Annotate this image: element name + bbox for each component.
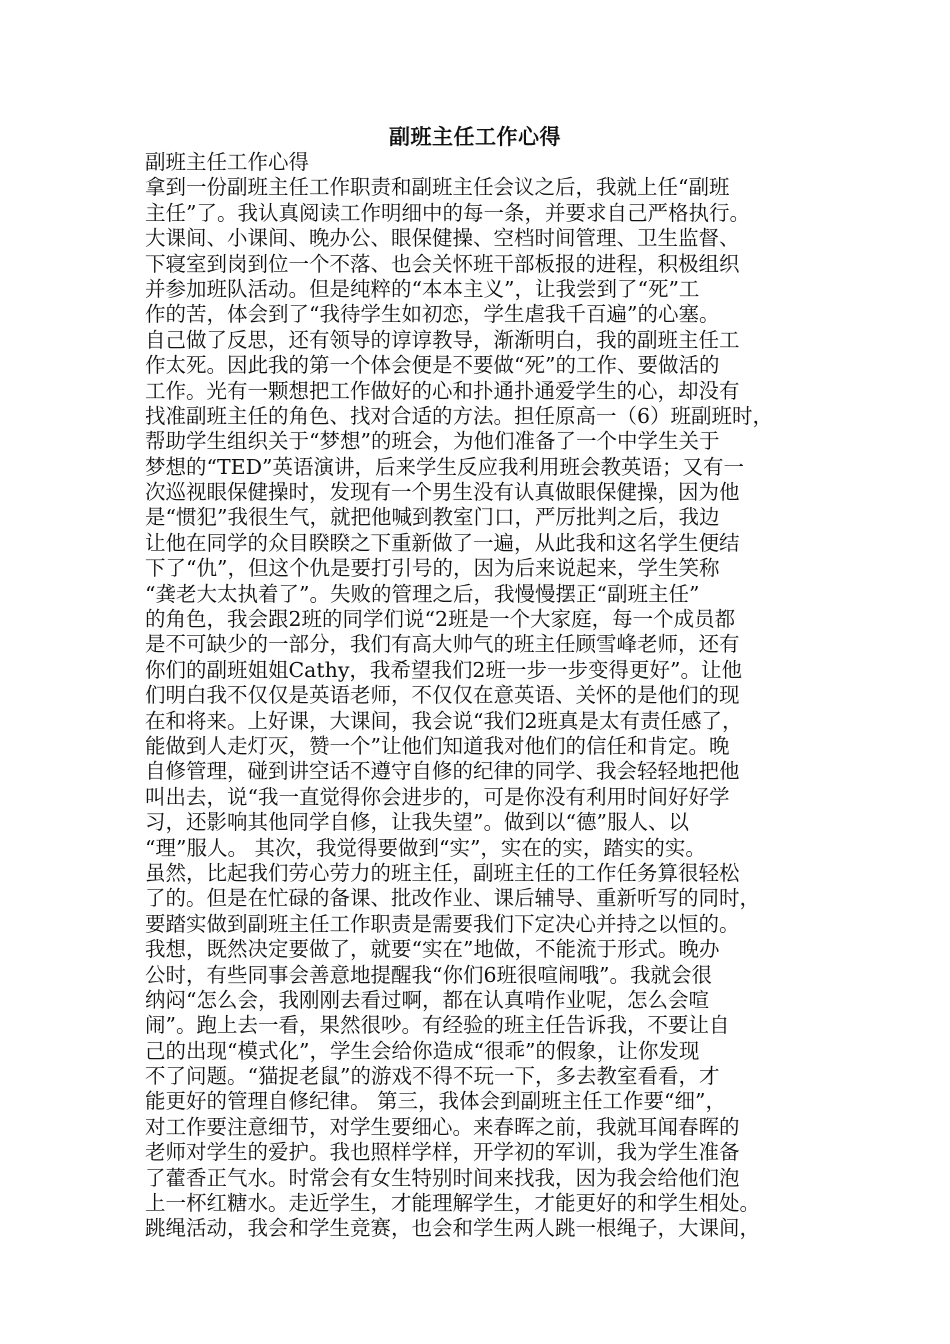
body-text-line: 的角色，我会跟2班的同学们说“2班是一个大家庭，每一个成员都 [145,607,736,632]
body-text-line: 了的。但是在忙碌的备课、批改作业、课后辅导、重新听写的同时， [145,886,760,911]
body-text-line: 叫出去，说“我一直觉得你会进步的，可是你没有利用时间好好学 [145,784,730,809]
body-text-line: 老师对学生的爱护。我也照样学样，开学初的军训，我为学生准备 [145,1140,740,1165]
document-body [145,150,825,1242]
body-text-line: 在和将来。上好课，大课间，我会说“我们2班真是太有责任感了， [145,708,743,733]
body-text-line: 我想，既然决定要做了，就要“实在”地做，不能流于形式。晚办 [145,937,720,962]
document-title: 副班主任工作心得 [389,125,561,149]
body-text-line: “龚老大太执着了”。失败的管理之后，我慢慢摆正“副班主任” [145,581,700,606]
body-text-line: 公时，有些同事会善意地提醒我“你们6班很喧闹哦”。我就会很 [145,962,713,987]
body-text-line: 要踏实做到副班主任工作职责是需要我们下定决心并持之以恒的。 [145,911,740,936]
body-text-line: 们明白我不仅仅是英语老师，不仅仅在意英语、关怀的是他们的现 [145,683,740,708]
body-text-line: 让他在同学的众目睽睽之下重新做了一遍，从此我和这名学生便结 [145,530,740,555]
body-text-line: 作太死。因此我的第一个体会便是不要做“死”的工作、要做活的 [145,353,720,378]
body-text-line: 对工作要注意细节，对学生要细心。来春晖之前，我就耳闻春晖的 [145,1114,740,1139]
body-text-line: 自修管理，碰到讲空话不遵守自修的纪律的同学、我会轻轻地把他 [145,759,740,784]
body-text-line: 纳闷“怎么会，我刚刚去看过啊，都在认真啃作业呢，怎么会喧 [145,987,709,1012]
body-text-line: 跳绳活动，我会和学生竞赛，也会和学生两人跳一根绳子，大课间， [145,1216,760,1241]
body-text-line: 闹”。跑上去一看，果然很吵。有经验的班主任告诉我，不要让自 [145,1013,730,1038]
body-text-line: 习，还影响其他同学自修，让我失望”。做到以“德”服人、以 [145,810,689,835]
body-text-line: 己的出现“模式化”，学生会给你造成“很乖”的假象，让你发现 [145,1038,700,1063]
body-text-line: 不了问题。“猫捉老鼠”的游戏不得不玩一下，多去教室看看，才 [145,1064,720,1089]
body-text-line: 下寝室到岗到位一个不落、也会关怀班干部板报的进程，积极组织 [145,251,740,276]
body-text-line: 能做到人走灯灭，赞一个”让他们知道我对他们的信任和肯定。晚 [145,733,730,758]
body-text-line: 帮助学生组织关于“梦想”的班会，为他们准备了一个中学生关于 [145,429,720,454]
body-text-line: 梦想的“TED”英语演讲，后来学生反应我利用班会教英语；又有一 [145,454,745,479]
body-text-line: 工作。光有一颗想把工作做好的心和扑通扑通爱学生的心，却没有 [145,378,740,403]
document-subtitle-line: 副班主任工作心得 [145,150,309,174]
body-text-line: 是不可缺少的一部分，我们有高大帅气的班主任顾雪峰老师，还有 [145,632,740,657]
body-text-line: 自己做了反思，还有领导的谆谆教导，渐渐明白，我的副班主任工 [145,327,740,352]
body-text-line: 上一杯红糖水。走近学生，才能理解学生，才能更好的和学生相处。 [145,1191,760,1216]
body-text-line: 作的苦，体会到了“我待学生如初恋，学生虐我千百遍”的心塞。 [145,302,720,327]
body-text-line: 找准副班主任的角色、找对合适的方法。担任原高一（6）班副班时， [145,403,774,428]
body-text-line: “理”服人。 其次，我觉得要做到“实”，实在的实，踏实的实。 [145,835,706,860]
body-text-line: 下了“仇”，但这个仇是要打引号的，因为后来说起来，学生笑称 [145,556,720,581]
body-text-line: 次巡视眼保健操时，发现有一个男生没有认真做眼保健操，因为他 [145,480,740,505]
body-text-line: 并参加班队活动。但是纯粹的“本本主义”，让我尝到了“死”工 [145,276,700,301]
body-text-line: 能更好的管理自修纪律。 第三，我体会到副班主任工作要“细”， [145,1089,726,1114]
body-text-line: 主任”了。我认真阅读工作明细中的每一条，并要求自己严格执行。 [145,200,750,225]
body-text-line: 是“惯犯”我很生气，就把他喊到教室门口，严厉批判之后，我边 [145,505,720,530]
body-text-line: 拿到一份副班主任工作职责和副班主任会议之后，我就上任“副班 [145,175,730,200]
body-text-line: 大课间、小课间、晚办公、眼保健操、空档时间管理、卫生监督、 [145,226,740,251]
body-text-line: 你们的副班姐姐Cathy，我希望我们2班一步一步变得更好”。让他 [145,657,742,682]
body-text-line: 虽然，比起我们劳心劳力的班主任，副班主任的工作任务算很轻松 [145,860,740,885]
body-text-line: 了藿香正气水。时常会有女生特别时间来找我，因为我会给他们泡 [145,1165,740,1190]
